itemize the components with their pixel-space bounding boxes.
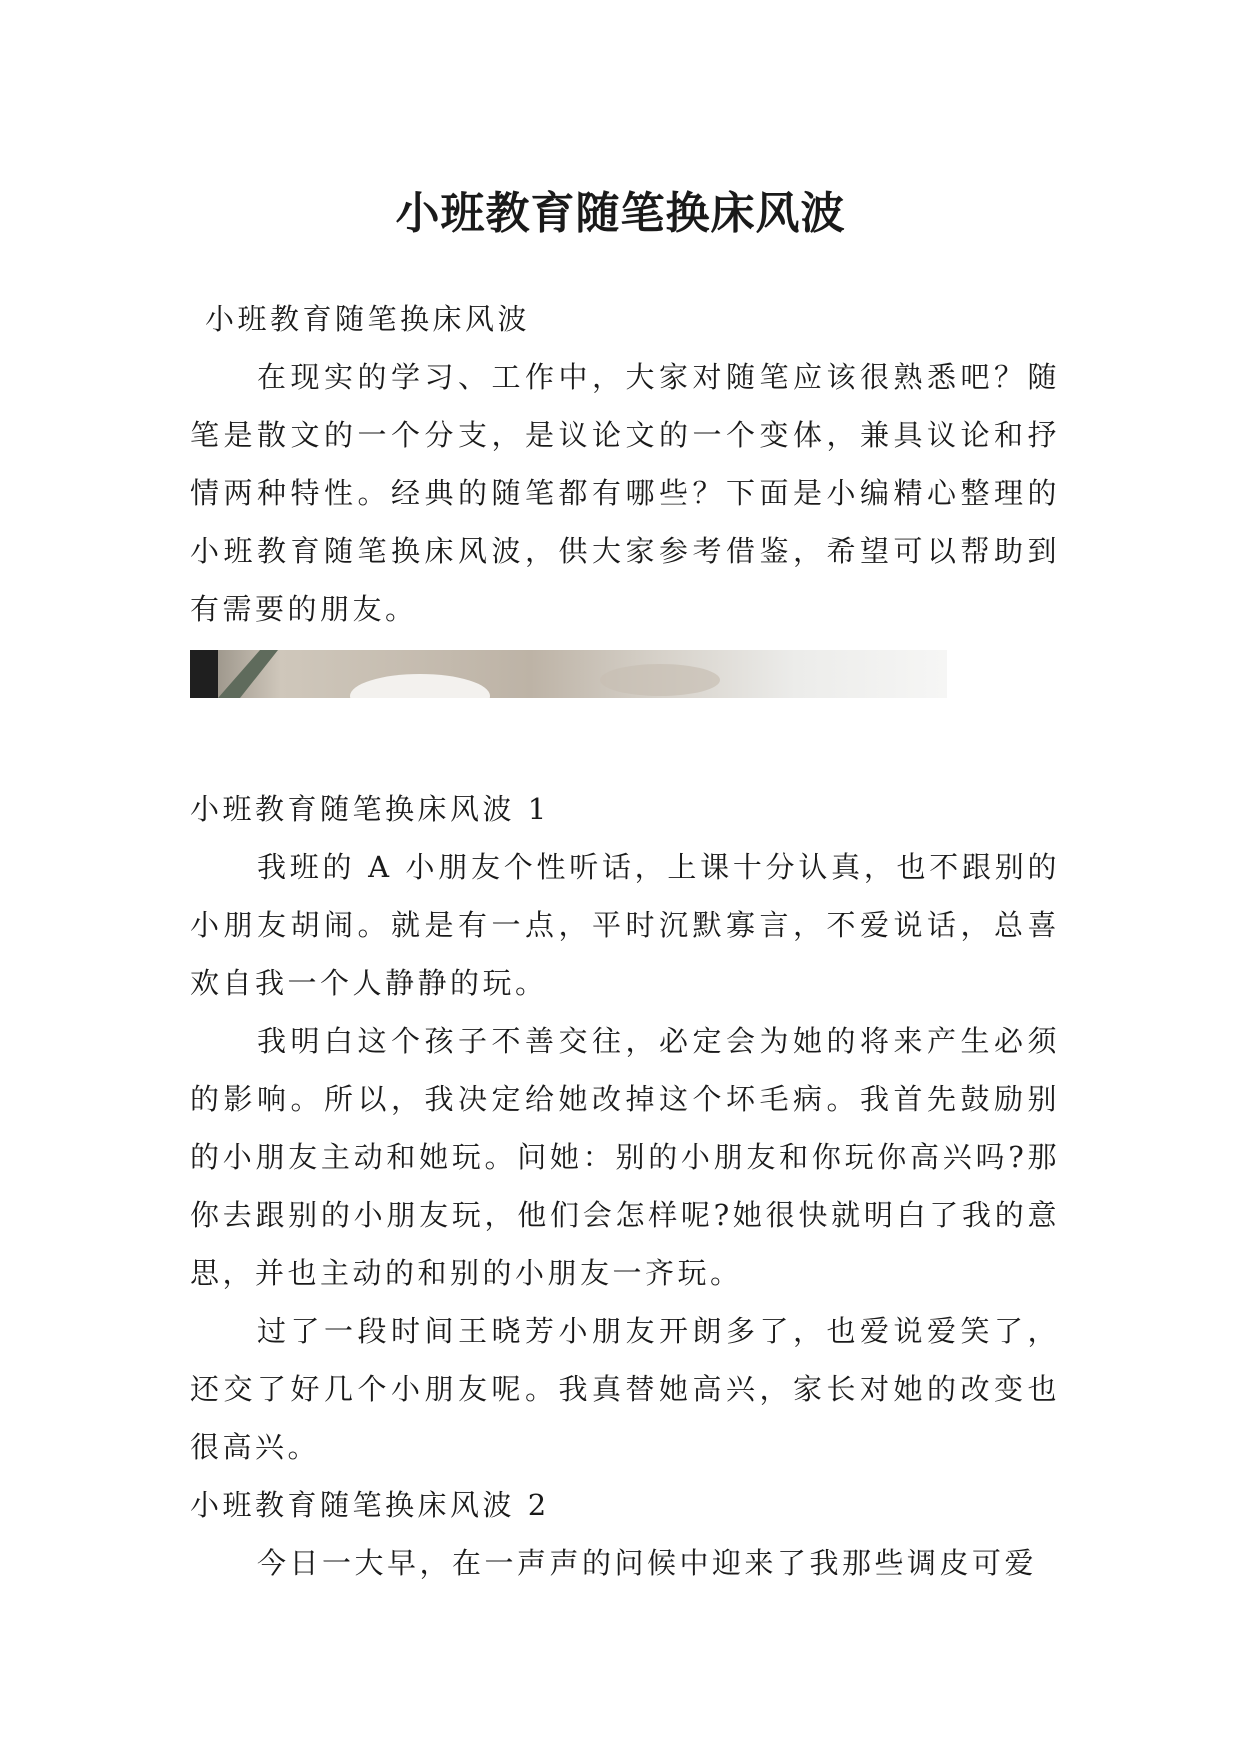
section1-paragraph-1: 我班的 A 小朋友个性听话，上课十分认真，也不跟别的小朋友胡闹。就是有一点，平时沉默寡言，不爱说话，总喜欢自我一个人静静的玩。: [190, 850, 1060, 1000]
cropped-photo-strip: [190, 650, 947, 698]
intro-heading: 小班教育随笔换床风波: [205, 302, 531, 336]
section1-paragraph-3: 过了一段时间王晓芳小朋友开朗多了，也爱说爱笑了，还交了好几个小朋友呢。我真替她高兴，家长对她的改变也很高兴。: [190, 1314, 1060, 1464]
document-body: [190, 290, 1060, 1592]
spacer: [190, 698, 1060, 780]
section1-paragraph-2: 我明白这个孩子不善交往，必定会为她的将来产生必须的影响。所以，我决定给她改掉这个坏毛病。我首先鼓励别的小朋友主动和她玩。问她：别的小朋友和你玩你高兴吗?那你去跟别的小朋友玩，他们会怎样呢?她很快就明白了我的意思，并也主动的和别的小朋友一齐玩。: [190, 1024, 1060, 1290]
section2-heading: 小班教育随笔换床风波 2: [190, 1488, 550, 1522]
section2-paragraph-1: 今日一大早，在一声声的问候中迎来了我那些调皮可爱: [257, 1546, 1038, 1580]
document-title: 小班教育随笔换床风波: [395, 188, 846, 240]
intro-paragraph: 在现实的学习、工作中，大家对随笔应该很熟悉吧？随笔是散文的一个分支，是议论文的一个变体，兼具议论和抒情两种特性。经典的随笔都有哪些？下面是小编精心整理的小班教育随笔换床风波，供大家参考借鉴，希望可以帮助到有需要的朋友。: [190, 360, 1060, 626]
section1-heading: 小班教育随笔换床风波 1: [190, 792, 550, 826]
